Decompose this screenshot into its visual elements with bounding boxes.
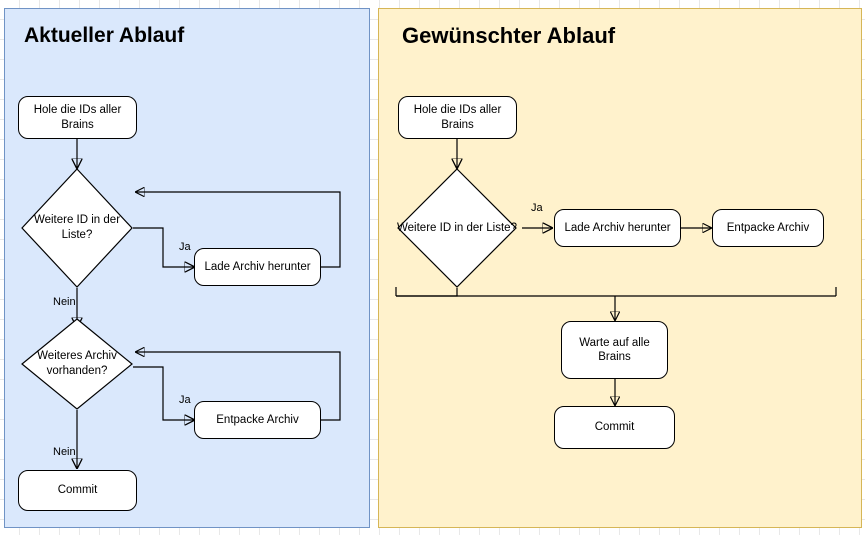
edge-label-ja-right: Ja [531, 202, 543, 214]
panel-title-current: Aktueller Ablauf [24, 24, 185, 47]
node-label: Weitere ID in der Liste? [33, 214, 121, 241]
node-hole-ids-right[interactable]: Hole die IDs aller Brains [398, 96, 517, 139]
edge-label-ja-1: Ja [179, 241, 191, 253]
node-warte-auf-alle-brains[interactable]: Warte auf alle Brains [561, 321, 668, 379]
node-decision-weitere-id[interactable] [21, 168, 133, 288]
node-commit-left[interactable]: Commit [18, 470, 137, 511]
node-entpacke-archiv-left[interactable]: Entpacke Archiv [194, 401, 321, 439]
panel-title-desired: Gewünschter Ablauf [402, 23, 616, 48]
node-entpacke-archiv-right[interactable]: Entpacke Archiv [712, 209, 824, 247]
node-commit-right[interactable]: Commit [554, 406, 675, 449]
node-lade-archiv-left[interactable]: Lade Archiv herunter [194, 248, 321, 286]
node-decision-weiteres-archiv[interactable] [21, 318, 133, 410]
edge-label-nein-1: Nein [53, 296, 76, 308]
node-label: Weiteres Archiv vorhanden? [37, 350, 117, 377]
node-lade-archiv-right[interactable]: Lade Archiv herunter [554, 209, 681, 247]
edge-label-nein-2: Nein [53, 446, 76, 458]
node-decision-weitere-id-right[interactable] [397, 168, 517, 288]
edge-label-ja-2: Ja [179, 394, 191, 406]
node-hole-ids-left[interactable]: Hole die IDs aller Brains [18, 96, 137, 139]
node-label: Weitere ID in der Liste? [397, 221, 517, 234]
